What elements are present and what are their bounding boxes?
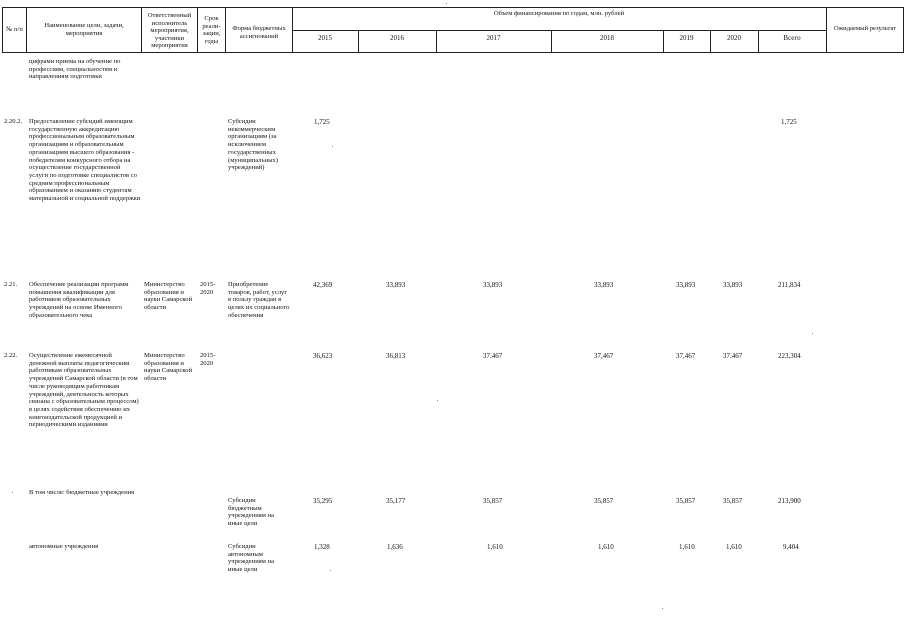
row2-v2020: 33,893	[723, 281, 743, 289]
row1-v2015: 1,725	[314, 118, 330, 126]
scan-speck	[330, 570, 331, 571]
row1-name: Предоставление субсидий имеющим государственную аккредитацию профессиональным образовательным организациям и образовательным организациям высшего образования - победителям конкурсного отбора на осуществление государственной услуги по подготовке специалистов со средним профессиональным образованием и оказанию студентам материальной и социальной поддержки	[29, 118, 141, 203]
row3-vtotal: 223,304	[778, 352, 801, 360]
header-funding: Объем финансирования по годам, млн. рублей	[493, 10, 625, 17]
header-name: Наименование цели, задачи, мероприятия	[44, 22, 124, 37]
row2-term: 2015-2020	[200, 281, 216, 296]
row5-v2019: 1,610	[679, 543, 695, 551]
row4-name: В том числе: бюджетные учреждения	[29, 489, 135, 496]
row5-v2017: 1,610	[487, 543, 503, 551]
row3-name: Осуществление ежемесячной денежной выплаты педагогическим работникам образовательных учреждений Самарской области (в том числе руководящим работникам учреждений, деятельность которых связана с образовательным процессом) в целях содействия обеспечению их книгоиздательской продукцией и периодическими изданиями	[29, 352, 139, 429]
scan-speck	[12, 492, 13, 493]
row3-v2018: 37,467	[594, 352, 614, 360]
row4-vtotal: 213,900	[778, 497, 801, 505]
years-divider	[292, 30, 826, 31]
row2-v2017: 33,893	[483, 281, 503, 289]
row4-v2015: 35,295	[313, 497, 333, 505]
row2-resp: Министерство образования и науки Самарской области	[144, 281, 193, 312]
year-2019: 2019	[679, 34, 694, 42]
header-top-border	[2, 7, 903, 8]
row4-v2016: 35,177	[386, 497, 406, 505]
row5-form: Субсидии автономным учреждениям на иные цели	[228, 543, 275, 574]
row3-term: 2015-2020	[200, 352, 216, 367]
row3-v2019: 37,467	[676, 352, 696, 360]
header-term: Срок реали-зации, годы	[202, 15, 221, 45]
row4-form: Субсидии бюджетным учреждениям на иные цели	[228, 497, 275, 528]
row3-v2017: 37,467	[483, 352, 503, 360]
row1-form: Субсидии некоммерческим организациям (за исключением государственных (муниципальных) учреждений)	[228, 118, 279, 172]
row5-v2020: 1,610	[726, 543, 742, 551]
scan-speck	[662, 608, 663, 609]
col-border-right	[903, 7, 904, 53]
scan-speck	[812, 333, 813, 334]
col-border-num	[26, 7, 27, 53]
header-form: Форма бюджетных ассигнований	[232, 25, 286, 40]
row2-v2015: 42,369	[313, 281, 333, 289]
year-2018: 2018	[600, 34, 614, 42]
scan-speck	[332, 146, 333, 147]
row1-vtotal: 1,725	[781, 118, 797, 126]
row5-v2018: 1,610	[598, 543, 614, 551]
row3-num: 2.22.	[4, 352, 18, 359]
year-2017: 2017	[486, 34, 501, 42]
row1-num: 2.20.2.	[4, 118, 23, 125]
year-total: Всего	[783, 34, 801, 42]
row4-v2018: 35,857	[594, 497, 614, 505]
year-2016: 2016	[390, 34, 404, 42]
row3-v2016: 36,813	[386, 352, 406, 360]
row2-v2018: 33,893	[594, 281, 614, 289]
row5-v2016: 1,636	[387, 543, 403, 551]
col-border-form	[292, 7, 293, 53]
header-bottom-border	[2, 52, 903, 53]
header-result: Ожидаемый результат	[833, 25, 897, 32]
year-2020: 2020	[727, 34, 741, 42]
row2-v2016: 33,893	[386, 281, 406, 289]
row5-vtotal: 9,404	[783, 543, 799, 551]
row4-v2020: 35,857	[723, 497, 743, 505]
row2-form: Приобретение товаров, работ, услуг в пользу граждан в целях их социального обеспечения	[228, 281, 290, 319]
header-responsible: Ответственный исполнитель мероприятия, участники мероприятия	[147, 12, 192, 50]
row5-name: автономные учреждения	[29, 543, 99, 550]
row3-v2020: 37,467	[723, 352, 743, 360]
col-border-total	[826, 7, 827, 53]
row2-num: 2.21.	[4, 281, 18, 288]
row4-v2017: 35,857	[483, 497, 503, 505]
year-2015: 2015	[318, 34, 332, 42]
scan-speck	[446, 3, 447, 4]
row2-vtotal: 211,834	[778, 281, 801, 289]
row4-v2019: 35,857	[676, 497, 696, 505]
row3-v2015: 36,623	[313, 352, 333, 360]
row2-v2019: 33,893	[676, 281, 696, 289]
row5-v2015: 1,328	[314, 543, 330, 551]
row0-name: цифрами приема на обучение по профессиям, специальностям и направлениям подготовки	[29, 58, 121, 81]
row3-resp: Министерство образования и науки Самарской области	[144, 352, 193, 383]
header-num: № п/п	[6, 26, 23, 33]
scan-speck	[437, 400, 438, 401]
row2-name: Обеспечение реализации программ повышения квалификации для работников образовательных учреждений на основе Именного образовательного чека	[29, 281, 129, 319]
